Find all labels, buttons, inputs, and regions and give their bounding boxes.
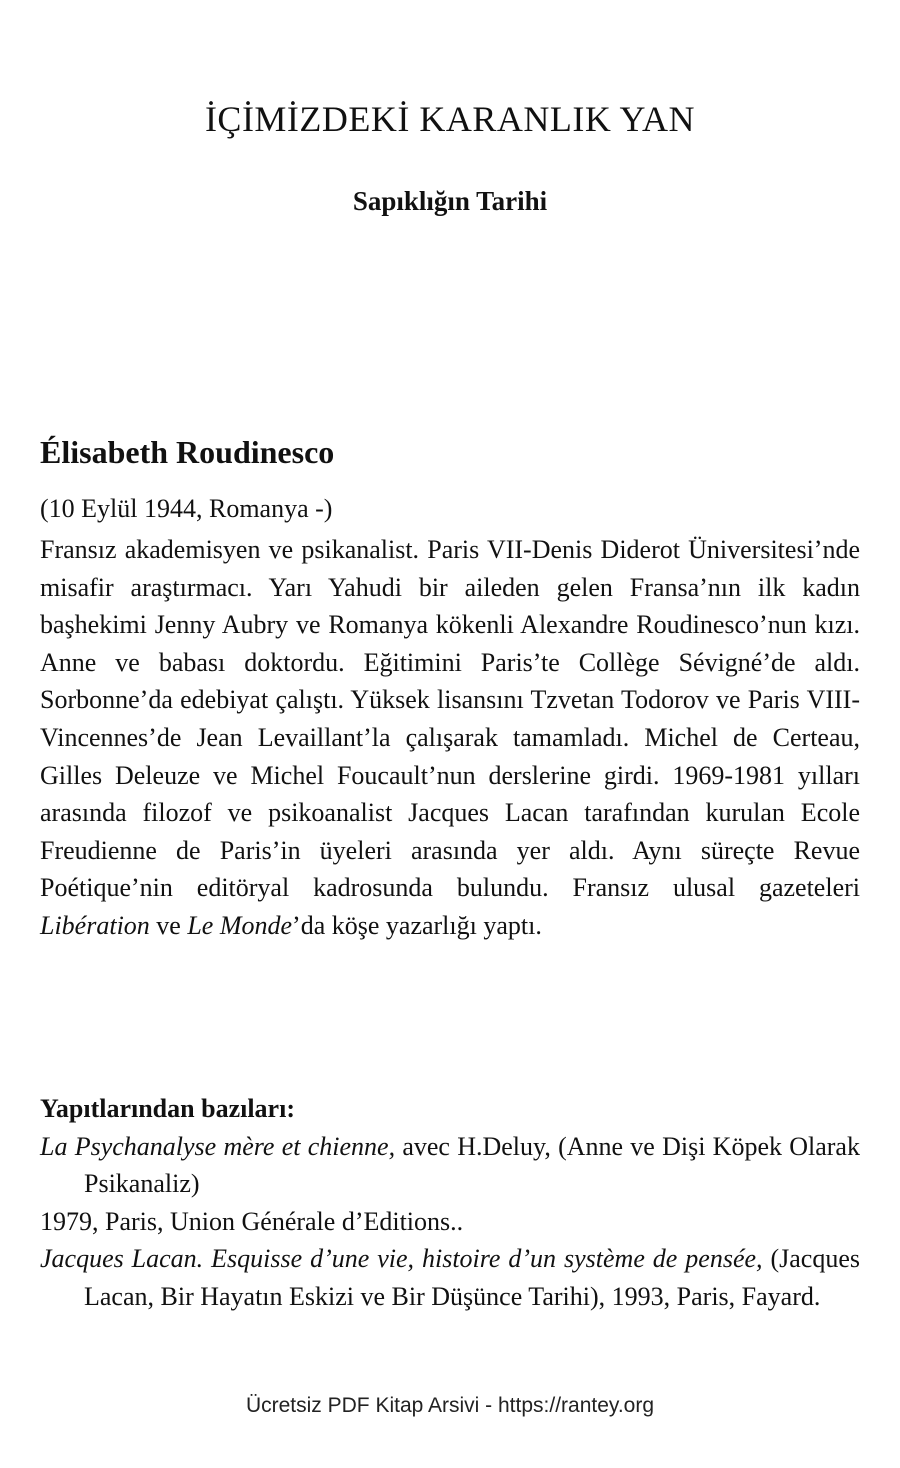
work-details: (Jacques Lacan, Bir Hayatın Eskizi ve Bir Düşünce Tarihi), 1993, Paris, Fayard.	[84, 1244, 861, 1311]
bio-text-1: Fransız akademisyen ve psikanalist. Paris VII-Denis Diderot Üniversitesi’nde misafir araştırmacı. Yarı Yahudi bir aileden gelen Fransa’nın ilk kadın başhekimi Jenny Aubry ve Romanya kökenli Alexandre Roudinesco’nun kızı. Anne ve babası doktordu. Eğitimini Paris’te Collège Sévigné’de aldı. Sorbonne’da edebiyat çalıştı. Yüksek lisansını Tzvetan Todorov ve Paris VIII-Vincennes’de Jean Levaillant’la çalışarak tamamladı. Michel de Certeau, Gilles Deleuze ve Michel Foucault’nun derslerine girdi. 1969-1981 yılları arasında filozof ve psikoanalist Jacques Lacan tarafından kurulan Ecole Freudienne de Paris’in üyeleri arasında yer aldı. Aynı süreçte Revue Poétique’nin editöryal kadrosunda bulundu. Fransız ulusal gazeteleri	[40, 535, 860, 903]
author-name: Élisabeth Roudinesco	[40, 434, 335, 470]
bio-newspaper-1: Libération	[40, 910, 150, 940]
works-entry	[40, 1240, 860, 1315]
footer-watermark: Ücretsiz PDF Kitap Arsivi - https://rantey.org	[245, 1394, 655, 1417]
book-title: İÇİMİZDEKİ KARANLIK YAN	[204, 99, 696, 139]
works-entry	[40, 1128, 860, 1203]
author-biography	[40, 531, 860, 945]
bio-newspaper-2: Le Monde	[187, 910, 293, 940]
works-list	[40, 1128, 860, 1315]
work-details: 1979, Paris, Union Générale d’Editions..	[40, 1206, 464, 1236]
bio-text-3: ’da köşe yazarlığı yaptı.	[292, 910, 542, 940]
work-details: avec H.Deluy, (Anne ve Dişi Köpek Olarak Psikanaliz)	[84, 1132, 860, 1199]
works-heading: Yapıtlarından bazıları:	[40, 1094, 295, 1123]
bio-text-2: ve	[149, 910, 188, 940]
works-entry	[40, 1203, 860, 1240]
author-dates: (10 Eylül 1944, Romanya -)	[40, 494, 333, 523]
book-subtitle: Sapıklığın Tarihi	[352, 186, 548, 216]
work-title: Jacques Lacan. Esquisse d’une vie, histoire d’un système de pensée,	[40, 1244, 763, 1274]
work-title: La Psychanalyse mère et chienne,	[40, 1132, 396, 1161]
biography-paragraph	[40, 531, 860, 945]
